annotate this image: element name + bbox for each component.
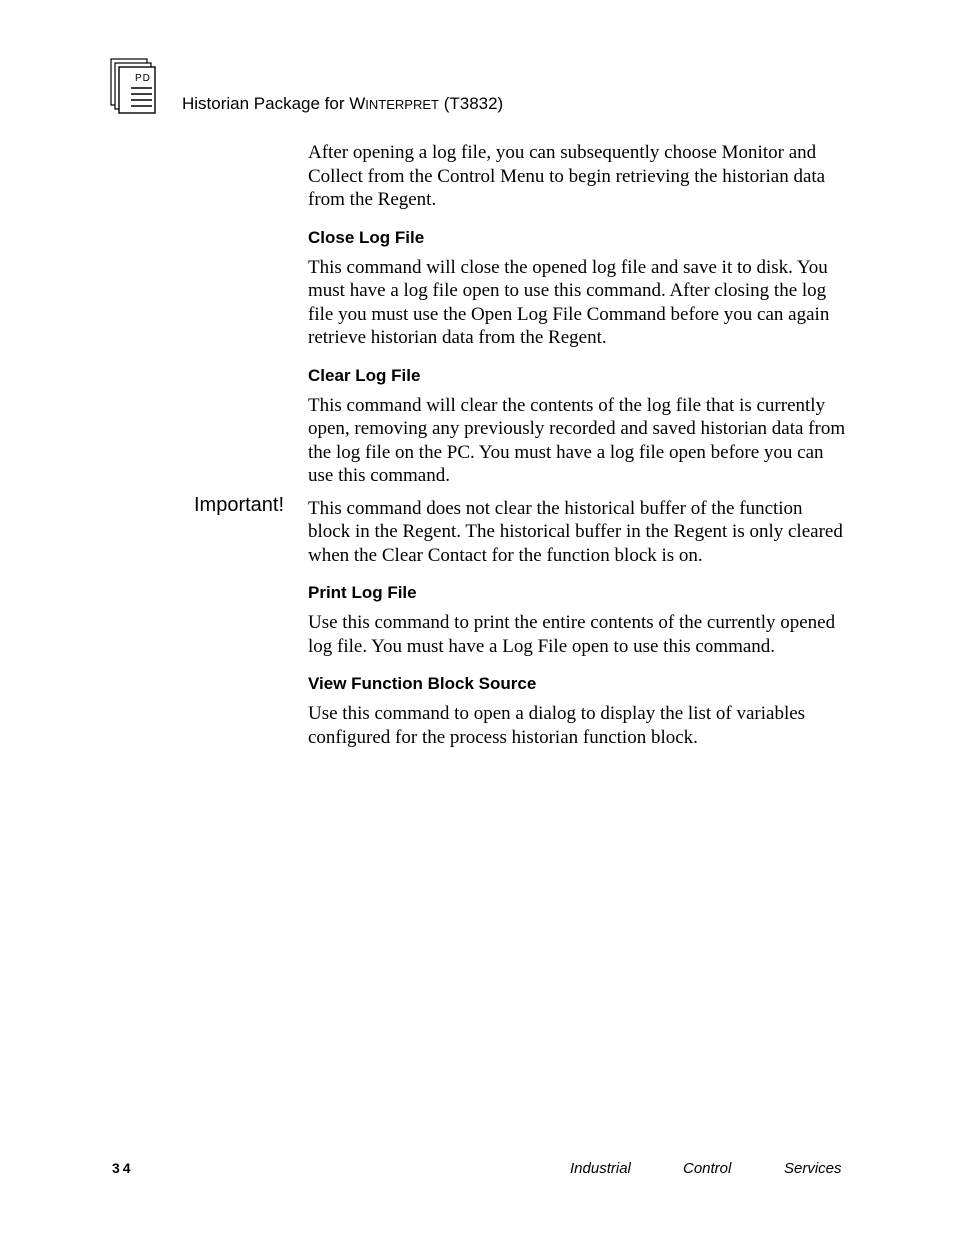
section-body-close-log-file: This command will close the opened log file and save it to disk. You must have a log file open to use this command. After closing the log file you must use the Open Log File Command before you can again retrieve historian data from the Regent.: [308, 256, 830, 348]
footer-company-word-1: Industrial: [570, 1160, 631, 1177]
logo-text: PD: [135, 73, 151, 84]
running-header: [182, 94, 503, 114]
header-title-initial: W: [349, 94, 366, 113]
important-label: Important!: [194, 493, 285, 516]
section-heading-view-function-block-source: View Function Block Source: [308, 674, 537, 693]
header-title-prefix: Historian Package for: [182, 94, 350, 113]
intro-paragraph: After opening a log file, you can subsequently choose Monitor and Collect from the Control Menu to begin retrieving the historian data from the Regent.: [308, 142, 826, 210]
main-content: [194, 141, 848, 749]
section-heading-clear-log-file: Clear Log File: [308, 365, 421, 385]
section-body-view-function-block-source: Use this command to open a dialog to display the list of variables configured for the process historian function block.: [308, 703, 806, 748]
header-title-smallcaps: INTERPRET: [365, 97, 439, 112]
document-stack-icon: [110, 58, 158, 114]
section-body-clear-log-file: This command will clear the contents of the log file that is currently open, removing any previously recorded and saved historian data from the log file on the PC. You must have a log file open before you can use this command.: [308, 394, 846, 486]
section-heading-print-log-file: Print Log File: [308, 583, 417, 602]
header-title-suffix: (T3832): [438, 94, 504, 113]
footer-company-word-3: Services: [784, 1160, 842, 1177]
page-number: 34: [112, 1160, 134, 1176]
section-body-print-log-file: Use this command to print the entire contents of the currently opened log file. You must have a Log File open to use this command.: [308, 612, 836, 657]
footer-company-word-2: Control: [683, 1160, 732, 1177]
important-note: [194, 493, 848, 568]
important-note-body: This command does not clear the historical buffer of the function block in the Regent. The historical buffer in the Regent is only cleared when the Clear Contact for the function block is on.: [308, 497, 843, 566]
section-heading-close-log-file: Close Log File: [308, 227, 425, 247]
